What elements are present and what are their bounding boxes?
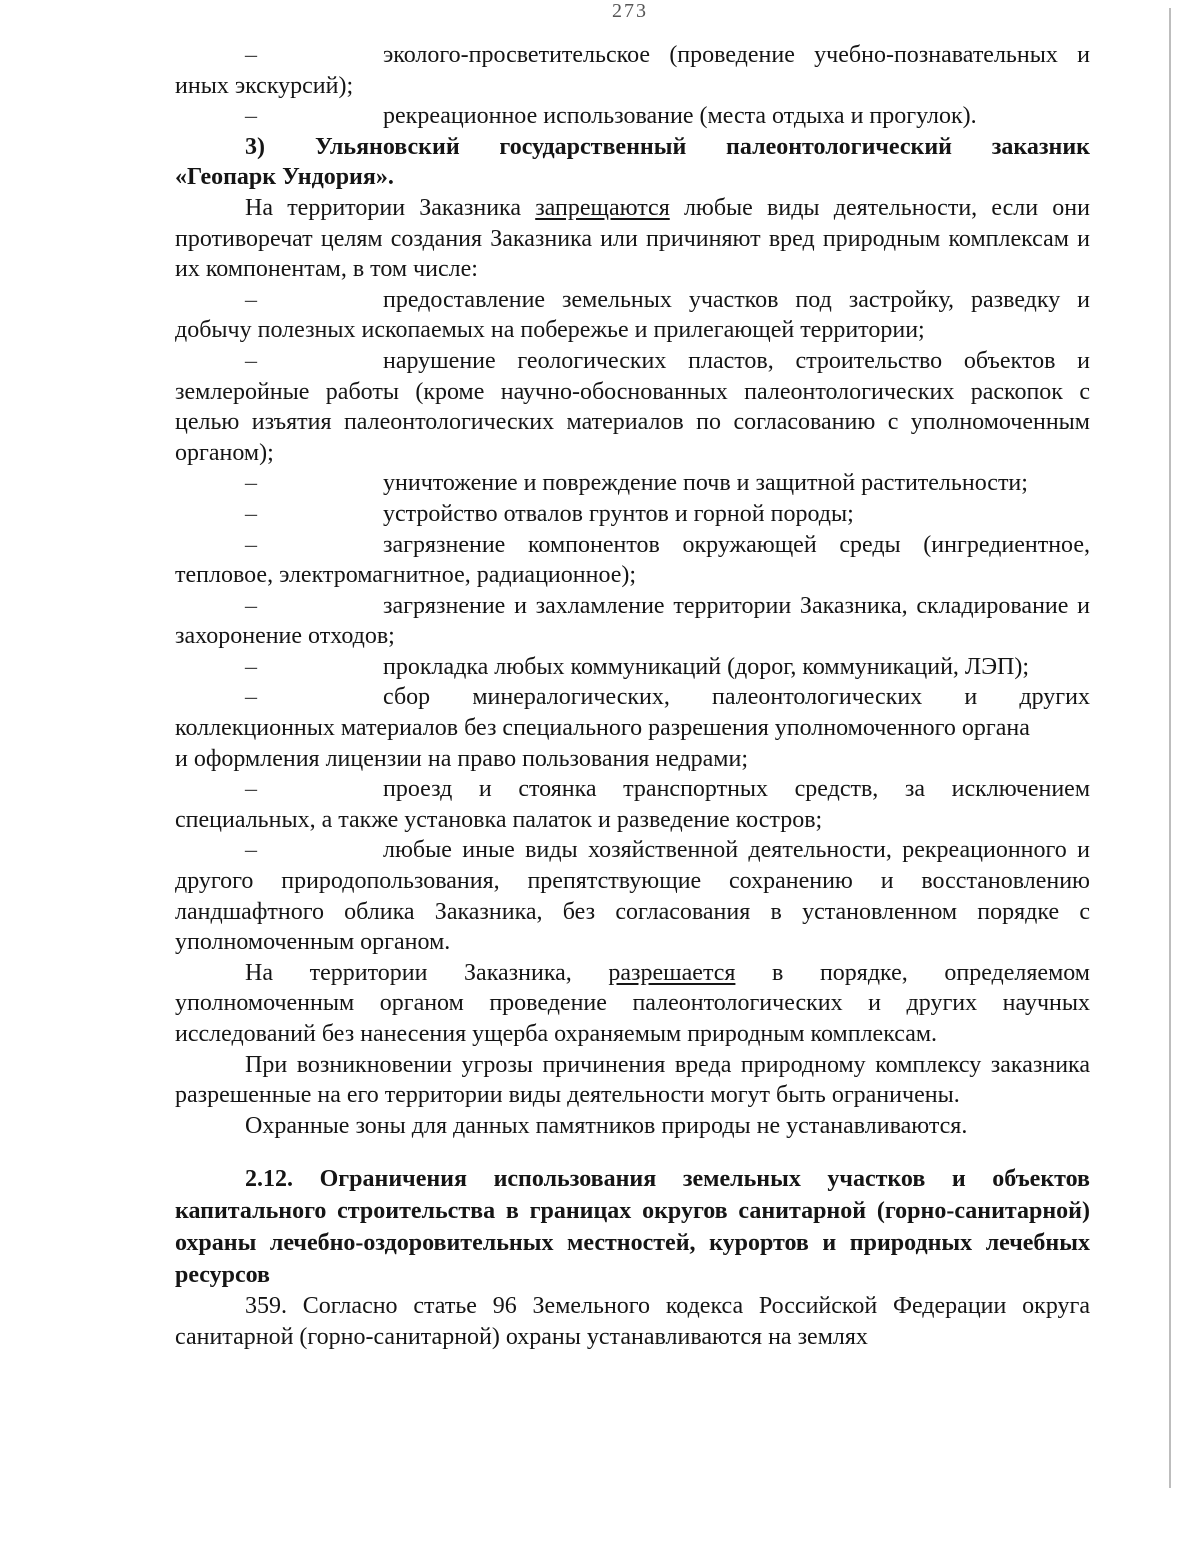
section-title: 3) Ульяновский государственный палеонтологический заказник «Геопарк Ундория».: [175, 133, 1090, 191]
list-item: – сбор минералогических, палеонтологических и других коллекционных материалов без специального разрешения уполномоченного органа: [175, 684, 1090, 742]
dash-marker: –: [245, 42, 257, 68]
dash-marker: –: [245, 653, 257, 680]
underlined-term: разрешается: [608, 959, 736, 986]
dash-marker: –: [245, 531, 257, 558]
page-number: 273: [612, 0, 648, 22]
list-item: – проезд и стоянка транспортных средств, за исключением специальных, а также установка палаток и разведение костров;: [175, 776, 1090, 833]
list-item: – предоставление земельных участков под застройку, разведку и добычу полезных ископаемых на побережье и прилегающей территории;: [175, 286, 1090, 344]
paragraph-protection-zones: Охранные зоны для данных памятников природы не устанавливаются.: [245, 1112, 968, 1139]
list-item: – любые иные виды хозяйственной деятельности, рекреационного и другого природопользования, препятствующие сохранению и восстановлению ландшафтного облика Заказника, без согласования в установленном порядке с уполномоченным органом.: [175, 837, 1090, 956]
list-item: – эколого-просветительское (проведение учебно-познавательных и иных экскурсий);: [175, 42, 1090, 99]
list-item: – загрязнение компонентов окружающей среды (ингредиентное, тепловое, электромагнитное, радиационное);: [175, 531, 1090, 589]
dash-marker: –: [245, 776, 257, 803]
scan-edge-line: [1169, 8, 1171, 1488]
list-item: – загрязнение и захламление территории Заказника, складирование и захоронение отходов;: [175, 592, 1090, 650]
dash-marker: –: [245, 500, 257, 527]
underlined-term: запрещаются: [535, 194, 670, 221]
paragraph-restriction: При возникновении угрозы причинения вреда природному комплексу заказника разрешенные на его территории виды деятельности могут быть ограничены.: [175, 1051, 1090, 1109]
dash-marker: –: [245, 286, 257, 313]
list-item: – рекреационное использование (места отдыха и прогулок).: [175, 101, 1090, 132]
list-item: – нарушение геологических пластов, строительство объектов и землеройные работы (кроме научно-обоснованных палеонтологических раскопок с целью изъятия палеонтологических материалов по согласованию с уполномоченным органом);: [175, 347, 1090, 466]
list-item: – прокладка любых коммуникаций (дорог, коммуникаций, ЛЭП);: [175, 652, 1090, 683]
dash-marker: –: [245, 103, 257, 130]
paragraph-prohibited-intro: На территории Заказника запрещаются любые виды деятельности, если они противоречат целям создания Заказника или причиняют вред природным комплексам и их компонентам, в том числе:: [175, 194, 1090, 283]
dash-marker: –: [245, 684, 257, 711]
list-item: – устройство отвалов грунтов и горной породы;: [175, 499, 1090, 530]
dash-marker: –: [245, 470, 257, 497]
paragraph-permitted: На территории Заказника, разрешается в порядке, определяемом уполномоченным органом проведение палеонтологических и других научных исследований без нанесения ущерба охраняемым природным комплексам.: [175, 959, 1090, 1047]
dash-marker: –: [245, 347, 257, 374]
list-item-continuation: и оформления лицензии на право пользования недрами;: [175, 745, 748, 772]
dash-marker: –: [245, 837, 257, 864]
list-item: – уничтожение и повреждение почв и защитной растительности;: [175, 468, 1090, 499]
section-heading: 2.12. Ограничения использования земельных участков и объектов капитального строительства в границах округов санитарной (горно-санитарной) охраны лечебно-оздоровительных местностей, курортов и природных лечебных ресурсов: [175, 1166, 1090, 1289]
paragraph-359: 359. Согласно статье 96 Земельного кодекса Российской Федерации округа санитарной (горно-санитарной) охраны устанавливаются на землях: [175, 1293, 1090, 1350]
dash-marker: –: [245, 592, 257, 619]
section-number: 3): [245, 133, 265, 160]
document-body: [175, 40, 1090, 1353]
